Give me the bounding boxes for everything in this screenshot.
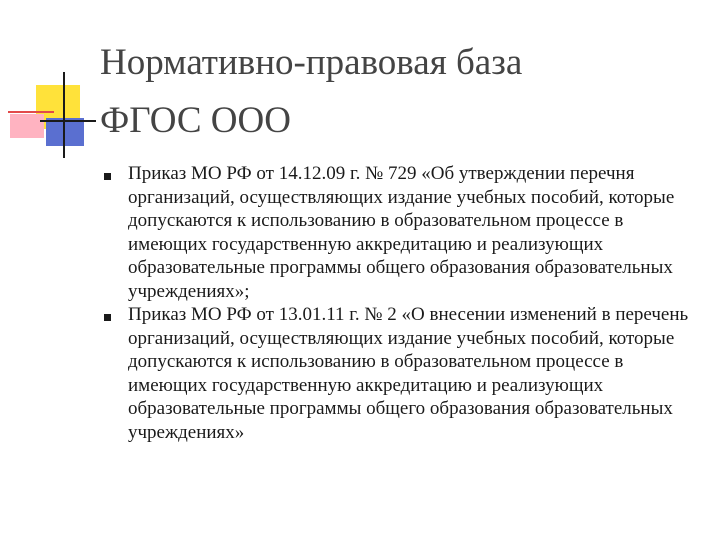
square-bullet-icon bbox=[104, 173, 111, 180]
bullet-list bbox=[100, 162, 700, 444]
slide-title bbox=[100, 34, 700, 150]
slide-title-line-1: Нормативно-правовая база bbox=[100, 42, 523, 83]
bullet-item bbox=[100, 162, 700, 303]
blue-square bbox=[46, 118, 84, 146]
bullet-text: Приказ МО РФ от 13.01.11 г. № 2 «О внесении изменений в перечень организаций, осуществляющих издание учебных пособий, которые допускаются к использованию в образовательном процессе в имеющих государственную аккредитацию и реализующих образовательные программы общего образования образовательных учреждениях» bbox=[128, 304, 689, 443]
bullet-text: Приказ МО РФ от 14.12.09 г. № 729 «Об утверждении перечня организаций, осуществляющих издание учебных пособий, которые допускаются к использованию в образовательном процессе в имеющих государственную аккредитацию и реализующих образовательные программы общего образования образовательных учреждениях»; bbox=[128, 163, 675, 302]
horizontal-line bbox=[40, 120, 96, 122]
decorative-squares-logo bbox=[0, 0, 100, 170]
bullet-item bbox=[100, 303, 700, 444]
slide-title-line-2: ФГОС ООО bbox=[100, 100, 291, 141]
red-horizontal-line bbox=[8, 111, 54, 113]
vertical-line bbox=[63, 72, 65, 158]
square-bullet-icon bbox=[104, 314, 111, 321]
pink-square bbox=[10, 114, 44, 138]
